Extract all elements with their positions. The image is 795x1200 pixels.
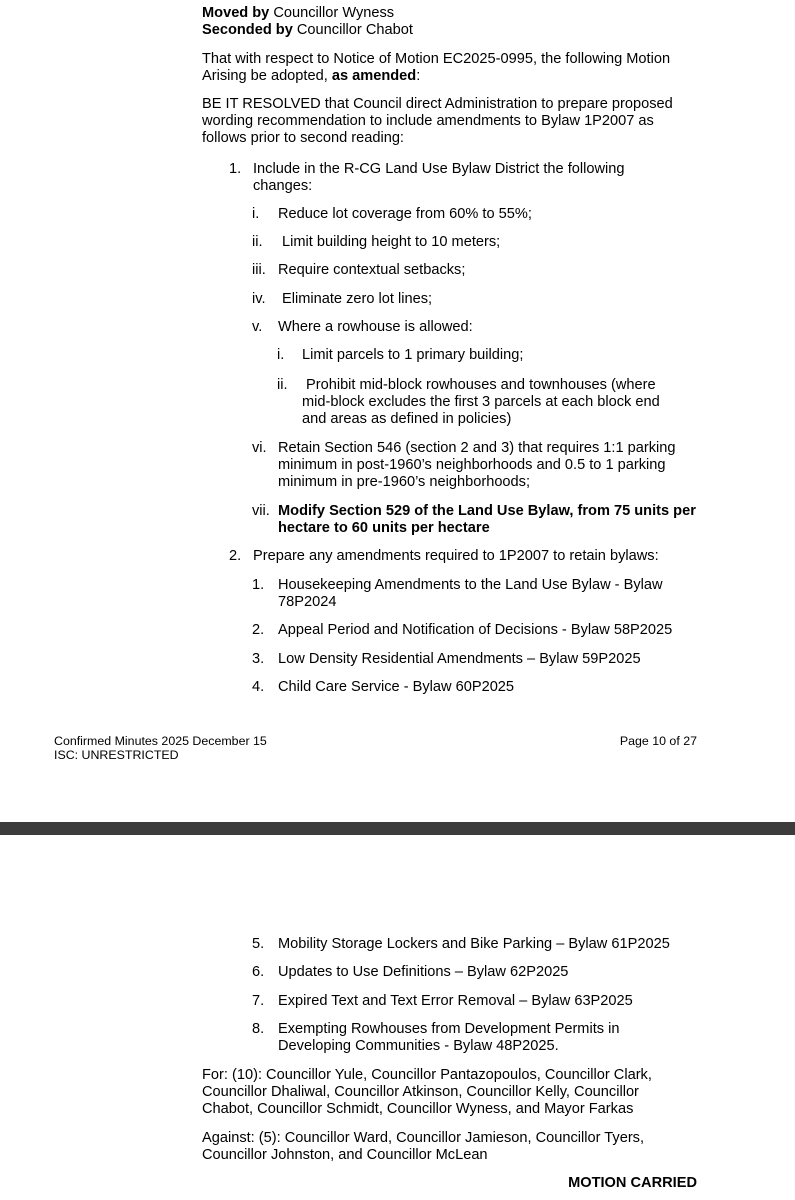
footer-page-number: Page 10 of 27 <box>619 734 697 748</box>
seconded-by-name: Councillor Chabot <box>296 22 413 38</box>
vote-against: Against: (5): Councillor Ward, Councillor Jamieson, Councillor Tyers, Councillor Johnston, and Councillor McLean <box>202 1130 645 1163</box>
moved-by-line <box>202 5 722 22</box>
vote-for: For: (10): Councillor Yule, Councillor Pantazopoulos, Councillor Clark, Councillor Dhaliwal, Councillor Atkinson, Councillor Kelly, Councillor Chabot, Councillor Schmidt, Councillor Wyness, and Mayor Farkas <box>202 1067 652 1117</box>
motion-result: MOTION CARRIED <box>568 1175 697 1191</box>
moved-by-label: Moved by <box>202 5 270 21</box>
seconded-by-label: Seconded by <box>202 22 293 38</box>
footer-confirmed-minutes: Confirmed Minutes 2025 December 15 <box>54 734 267 748</box>
motion-intro: That with respect to Notice of Motion EC2025-0995, the following Motion Arising be adopted, as amended: <box>202 51 671 84</box>
as-amended-text: as amended <box>331 68 417 84</box>
page-separator <box>0 822 795 835</box>
moved-by-name: Councillor Wyness <box>273 5 395 21</box>
seconded-by-line <box>202 22 722 39</box>
resolution-text: BE IT RESOLVED that Council direct Administration to prepare proposed wording recommendation to include amendments to Bylaw 1P2007 as follows prior to second reading: <box>202 96 673 146</box>
footer-isc: ISC: UNRESTRICTED <box>54 748 179 762</box>
document-page-10: Moved by Councillor Wyness Seconded by Councillor Chabot That with respect to Notice of Motion EC2025-0995, the following Motion Arising be adopted, as amended: BE IT RESOLVED that Council direct Administration to prepare proposed wording recommendation to include amendments to Bylaw 1P2007 as follows prior to second reading: 1. Include in the R-CG Land Use Bylaw District the following changes: i. Reduce lot coverage from 60% to 55%; ii. Limit building height to 10 meters; iii. Require contextual setbacks; iv. Eliminate zero lot lines; v. Where a rowhouse is allowed: i. Limit parcels to 1 primary building; ii. Prohibit mid-block rowhouses and townhouses (where mid-block excludes the first 3 parcels at each block end and areas as defined in policies) vi. Retain Section 546 (section 2 and 3) that requires 1:1 parking minimum in post-1960’s neighborhoods and 0.5 to 1 parking minimum in pre-1960’s neighborhoods; vii. Modify Section 529 of the Land Use Bylaw, from 75 units per hectare to 60 units per hectare 2. Prepare any amendments required to 1P2007 to retain bylaws: 1. Housekeeping Amendments to the Land Use Bylaw - Bylaw 78P2024 2. Appeal Period and Notification of Decisions - Bylaw 58P2025 3. Low Density Residential Amendments – Bylaw 59P2025 4. Child Care Service - Bylaw 60P2025 Confirmed Minutes 2025 December 15 ISC: UNRESTRICTED Page 10 of 27 <box>0 0 795 822</box>
document-page-11: 5. Mobility Storage Lockers and Bike Parking – Bylaw 61P2025 6. Updates to Use Definitions – Bylaw 62P2025 7. Expired Text and Text Error Removal – Bylaw 63P2025 8. Exempting Rowhouses from Development Permits in Developing Communities - Bylaw 48P2025. For: (10): Councillor Yule, Councillor Pantazopoulos, Councillor Clark, Councillor Dhaliwal, Councillor Atkinson, Councillor Kelly, Councillor Chabot, Councillor Schmidt, Councillor Wyness, and Mayor Farkas Against: (5): Councillor Ward, Councillor Jamieson, Councillor Tyers, Councillor Johnston, and Councillor McLean MOTION CARRIED <box>0 835 795 1200</box>
